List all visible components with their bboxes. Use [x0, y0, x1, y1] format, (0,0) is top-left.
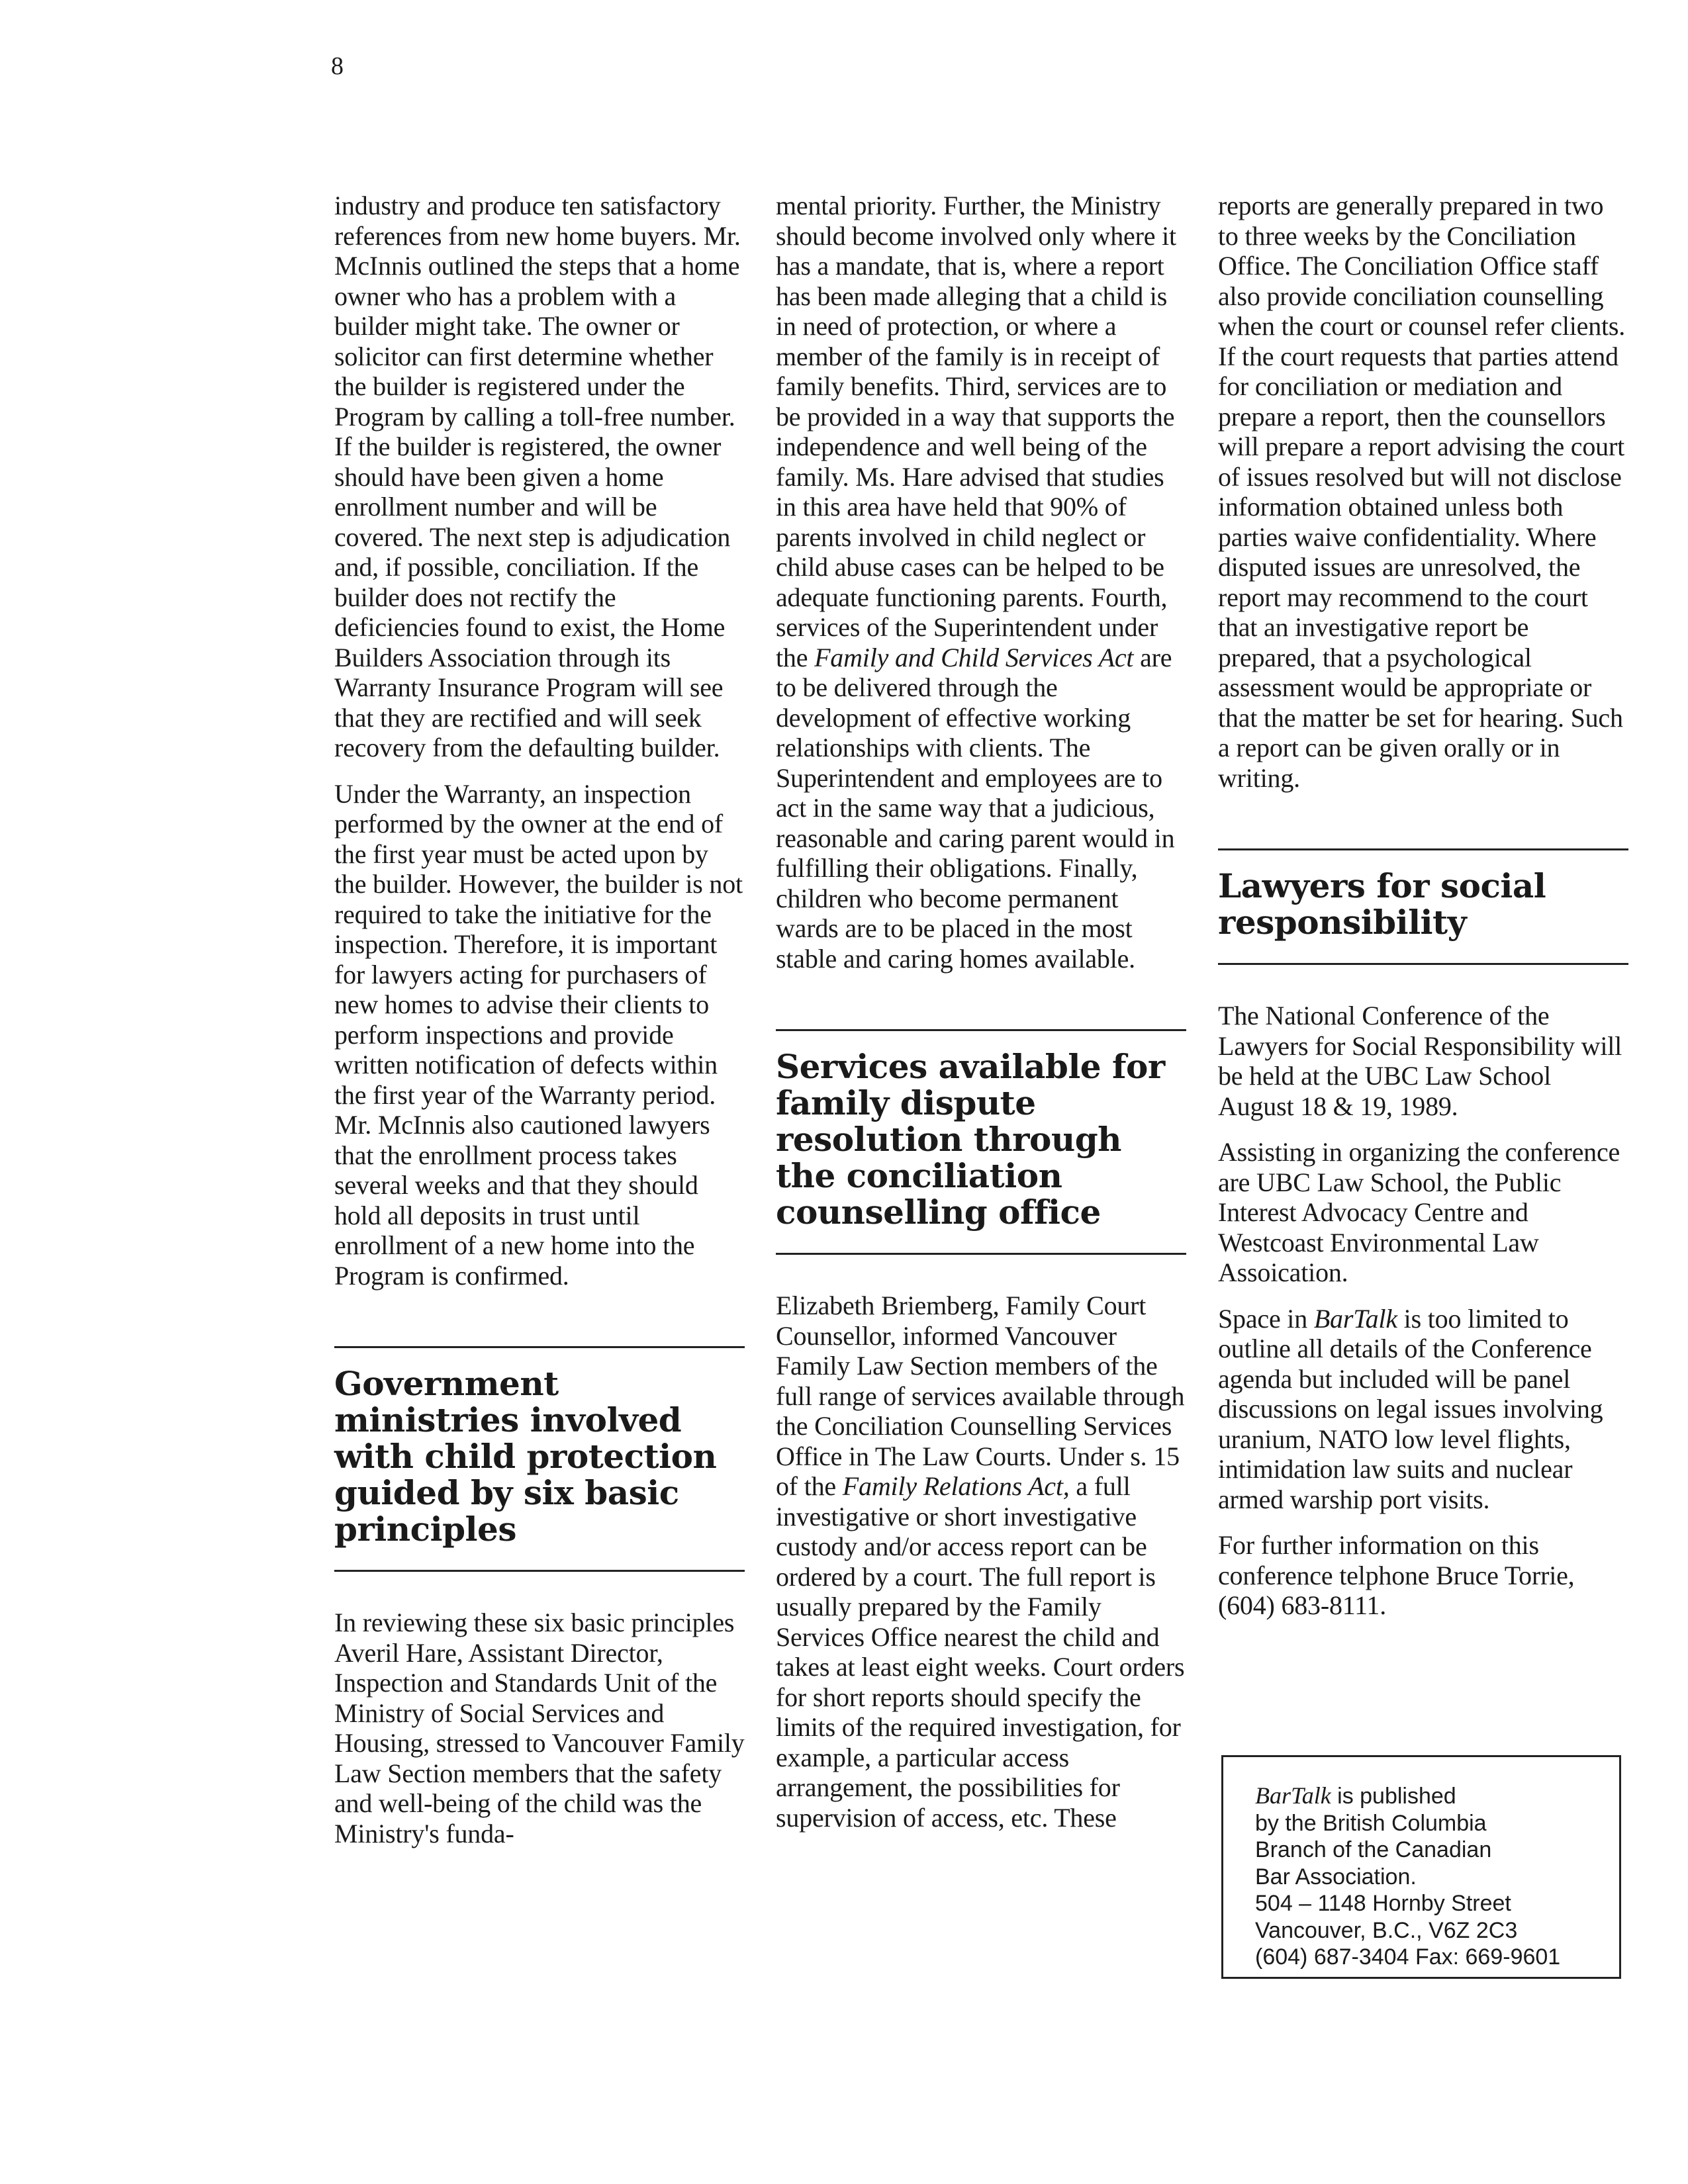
column-1	[334, 191, 745, 1864]
paragraph	[1218, 1304, 1628, 1515]
section-heading-block	[776, 989, 1186, 1291]
divider	[1218, 963, 1628, 965]
paragraph: Assisting in organizing the conference are UBC Law School, the Public Interest Advocacy Centre and Westcoast Environmental Law Assoication.	[1218, 1137, 1620, 1287]
info-line: Bar Association.	[1255, 1864, 1417, 1889]
column-3	[1218, 191, 1628, 1637]
text-run: is published	[1331, 1784, 1456, 1809]
phone-fax-line: (604) 687-3404 Fax: 669-9601	[1255, 1944, 1561, 1970]
divider	[334, 1346, 745, 1348]
address-line: Vancouver, B.C., V6Z 2C3	[1255, 1917, 1518, 1943]
info-line: by the British Columbia	[1255, 1810, 1487, 1836]
divider	[1218, 848, 1628, 850]
divider	[776, 1253, 1186, 1255]
paragraph: industry and produce ten satisfactory references from new home buyers. Mr. McInnis outlined the steps that a home owner who has a problem with a builder might take. The owner or solicitor can first determine whether the builder is registered under the Program by calling a toll-free number. If the builder is registered, the owner should have been given a home enrollment number and will be covered. The next step is adjudication and, if possible, conciliation. If the builder does not rectify the deficiencies found to exist, the Home Builders Association through its Warranty Insurance Program will see that they are rectified and will seek recovery from the defaulting builder.	[334, 191, 741, 762]
address-line: 504 – 1148 Hornby Street	[1255, 1891, 1511, 1916]
paragraph	[776, 191, 1186, 974]
publication-title: BarTalk	[1313, 1303, 1397, 1334]
text-run: Space in	[1218, 1303, 1314, 1334]
act-title: Family and Child Services Act	[814, 642, 1134, 672]
page-number: 8	[331, 52, 344, 80]
section-heading-block	[334, 1306, 745, 1608]
divider	[776, 1029, 1186, 1031]
section-heading-lawyers-social-responsibility: Lawyers for social responsibility	[1218, 866, 1546, 942]
paragraph: The National Conference of the Lawyers for Social Responsibility will be held at the UBC Law School August 18 & 19, 1989.	[1218, 1001, 1622, 1121]
divider	[334, 1570, 745, 1572]
paragraph: For further information on this conference telphone Bruce Torrie, (604) 683-8111.	[1218, 1530, 1575, 1620]
publisher-info-box	[1221, 1755, 1621, 1979]
paragraph: reports are generally prepared in two to three weeks by the Conciliation Office. The Conciliation Office staff also provide conciliation counselling when the court or counsel refer clients. If the court requests that parties attend for conciliation or mediation and prepare a report, then the counsellors will prepare a report advising the court of issues resolved but will not disclose information obtained unless both parties waive confidentiality. Where disputed issues are unresolved, the report may recommend to the court that an investigative report be prepared, that a psychological assessment would be appropriate or that the matter be set for hearing. Such a report can be given orally or in writing.	[1218, 191, 1626, 793]
column-2	[776, 191, 1186, 1848]
act-title: Family Relations Act,	[842, 1471, 1070, 1501]
paragraph	[776, 1291, 1186, 1833]
paragraph: In reviewing these six basic principles Averil Hare, Assistant Director, Inspection and Standards Unit of the Ministry of Social Services and Housing, stressed to Vancouver Family Law Section members that the safety and well-being of the child was the Ministry's funda-	[334, 1608, 745, 1848]
text-run: a full investigative or short investigative custody and/or access report can be ordered by a court. The full report is usually prepared by the Family Services Office nearest the child and takes at least eight weeks. Court orders for short reports should specify the limits of the required investigation, for example, a particular access arrangement, the possibilities for supervision of access, etc. These	[776, 1471, 1185, 1833]
section-heading-block	[1218, 809, 1628, 1001]
text-run: is too limited to outline all details of the Conference agenda but included will be panel discussions on legal issues involving uranium, NATO low level flights, intimidation law suits and nuclear armed warship port visits.	[1218, 1303, 1603, 1514]
text-run: are to be delivered through the development of effective working relationships with clients. The Superintendent and employees are to act in the same way that a judicious, reasonable and caring parent would in fulfilling their obligations. Finally, children who become permanent wards are to be placed in the most stable and caring homes available.	[776, 642, 1175, 974]
info-line	[1255, 1782, 1599, 1810]
section-heading-services-available: Services available for family dispute resolution through the conciliation counselling office	[776, 1047, 1165, 1232]
info-line: Branch of the Canadian	[1255, 1837, 1492, 1862]
text-run: mental priority. Further, the Ministry should become involved only where it has a mandate, that is, where a report has been made alleging that a child is in need of protection, or where a member of the family is in receipt of family benefits. Third, services are to be provided in a way that supports the independence and well being of the family. Ms. Hare advised that studies in this area have held that 90% of parents involved in child neglect or child abuse cases can be helped to be adequate functioning parents. Fourth, services of the Superintendent under the	[776, 191, 1176, 672]
section-heading-government-ministries: Government ministries involved with child protection guided by six basic principles	[334, 1364, 717, 1549]
publication-title: BarTalk	[1255, 1782, 1331, 1809]
text-run: Elizabeth Briemberg, Family Court Counsellor, informed Vancouver Family Law Section members of the full range of services available through the Conciliation Counselling Services Office in The Law Courts. Under s. 15 of the	[776, 1291, 1185, 1501]
paragraph: Under the Warranty, an inspection performed by the owner at the end of the first year must be acted upon by the builder. However, the builder is not required to take the initiative for the inspection. Therefore, it is important for lawyers acting for purchasers of new homes to advise their clients to perform inspections and provide written notification of defects within the first year of the Warranty period. Mr. McInnis also cautioned lawyers that the enrollment process takes several weeks and that they should hold all deposits in trust until enrollment of a new home into the Program is confirmed.	[334, 778, 743, 1291]
